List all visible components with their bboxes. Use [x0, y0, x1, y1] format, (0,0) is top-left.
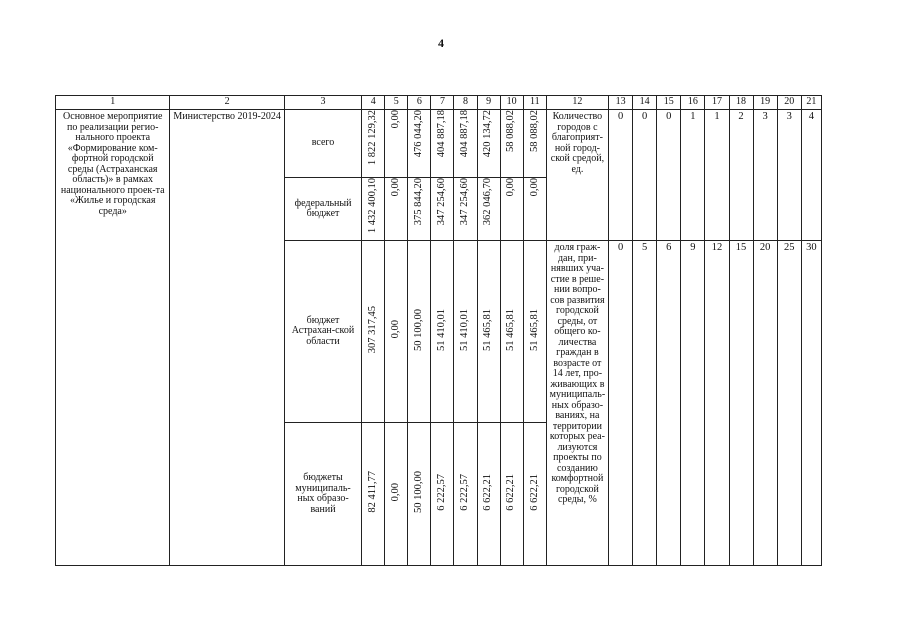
indicator-value: 0 [617, 111, 624, 122]
funding-row-total [56, 110, 822, 178]
funding-value: 347 254,60 [436, 178, 448, 226]
funding-value: 0,00 [390, 482, 402, 502]
column-number: 11 [523, 96, 546, 110]
funding-value: 82 411,77 [366, 471, 378, 513]
column-number: 9 [477, 96, 500, 110]
funding-value: 404 887,18 [436, 110, 448, 158]
indicator-value: 4 [808, 111, 815, 122]
indicator-name-cell [546, 241, 608, 566]
column-number: 14 [633, 96, 657, 110]
column-number: 20 [777, 96, 801, 110]
column-numbers-row [56, 96, 822, 110]
funding-value: 6 622,21 [528, 473, 540, 511]
funding-source: бюджет Астрахан-ской области [291, 314, 355, 347]
indicator-name-cell [546, 110, 608, 241]
funding-value: 420 134,72 [482, 110, 494, 158]
column-number: 17 [705, 96, 729, 110]
column-number: 5 [385, 96, 408, 110]
column-number: 4 [362, 96, 385, 110]
funding-value: 0,00 [390, 110, 402, 129]
funding-source-cell [284, 241, 361, 423]
funding-value: 404 887,18 [459, 110, 471, 158]
funding-source-cell [284, 423, 361, 566]
column-number: 8 [454, 96, 477, 110]
funding-value: 6 622,21 [505, 473, 517, 511]
indicator-name: Количество городов с благоприят-ной город-ской средой, ед. [550, 111, 605, 175]
indicator-value: 12 [711, 242, 723, 253]
column-number: 12 [546, 96, 608, 110]
indicator-value: 1 [714, 111, 720, 122]
funding-value: 0,00 [505, 178, 517, 197]
funding-value: 347 254,60 [459, 178, 471, 226]
column-number: 6 [408, 96, 431, 110]
indicator-value: 2 [738, 111, 744, 122]
column-number: 1 [56, 96, 170, 110]
executor-text: Министерство 2019-2024 [173, 111, 281, 122]
column-number: 18 [729, 96, 753, 110]
funding-value: 51 465,81 [482, 308, 494, 351]
indicator-value: 0 [642, 111, 648, 122]
indicator-value: 3 [786, 111, 792, 122]
program-table [55, 95, 822, 566]
indicator-value: 20 [759, 242, 771, 253]
funding-value: 375 844,20 [413, 178, 425, 226]
funding-value: 51 410,01 [436, 308, 448, 351]
funding-source: всего [311, 137, 335, 149]
funding-value: 1 822 129,32 [366, 110, 378, 166]
page-number: 4 [438, 36, 444, 50]
funding-source: бюджеты муниципаль-ных образо-ваний [295, 472, 351, 515]
funding-source-cell [284, 178, 361, 241]
column-number: 16 [681, 96, 705, 110]
indicator-name: доля граж-дан, при-нявших уча-стие в реше-нии вопро-сов развития городской среды, от общего ко-личества граждан в возрасте от 14 лет, про-живающих в муниципаль-ных образо-ваниях, на территории которых реа-лизуются проекты по созданию комфортной городской среды, % [549, 242, 606, 505]
funding-source: федеральный бюджет [294, 197, 352, 219]
funding-value: 58 088,02 [528, 110, 540, 152]
indicator-value: 5 [642, 242, 648, 253]
activity-text: Основное мероприятие по реализации регио-нального проекта «Формирование ком-фортной городской среды (Астраханская область)» в рамках национального проек-та «Жилье и городская среда» [60, 111, 165, 217]
funding-value: 58 088,02 [505, 110, 517, 152]
column-number: 19 [753, 96, 777, 110]
funding-value: 50 100,00 [413, 471, 425, 513]
funding-value: 6 222,57 [436, 473, 448, 511]
funding-value: 362 046,70 [482, 178, 494, 226]
funding-value: 1 432 400,10 [366, 178, 378, 234]
executor-cell [170, 110, 284, 566]
indicator-value: 0 [617, 242, 624, 253]
funding-value: 51 465,81 [528, 308, 540, 351]
funding-value: 0,00 [528, 178, 540, 197]
funding-value: 307 317,45 [366, 305, 378, 354]
column-number: 10 [500, 96, 523, 110]
indicator-value: 6 [666, 242, 672, 253]
funding-value: 51 410,01 [459, 308, 471, 351]
funding-value: 51 465,81 [505, 308, 517, 351]
column-number: 3 [284, 96, 361, 110]
indicator-value: 25 [783, 242, 795, 253]
funding-value: 0,00 [390, 178, 402, 197]
funding-value: 476 044,20 [413, 110, 425, 158]
activity-cell [56, 110, 170, 566]
column-number: 21 [801, 96, 821, 110]
funding-value: 50 100,00 [413, 308, 425, 351]
indicator-value: 30 [806, 242, 817, 253]
funding-source-cell [284, 110, 361, 178]
column-number: 7 [431, 96, 454, 110]
column-number: 15 [657, 96, 681, 110]
indicator-value: 9 [690, 242, 696, 253]
indicator-value: 0 [666, 111, 672, 122]
column-number: 13 [609, 96, 633, 110]
indicator-value: 1 [690, 111, 696, 122]
funding-value: 0,00 [390, 320, 402, 339]
column-number: 2 [170, 96, 284, 110]
indicator-value: 3 [762, 111, 768, 122]
indicator-value: 15 [735, 242, 747, 253]
funding-value: 6 622,21 [482, 473, 494, 511]
funding-value: 6 222,57 [459, 473, 471, 511]
